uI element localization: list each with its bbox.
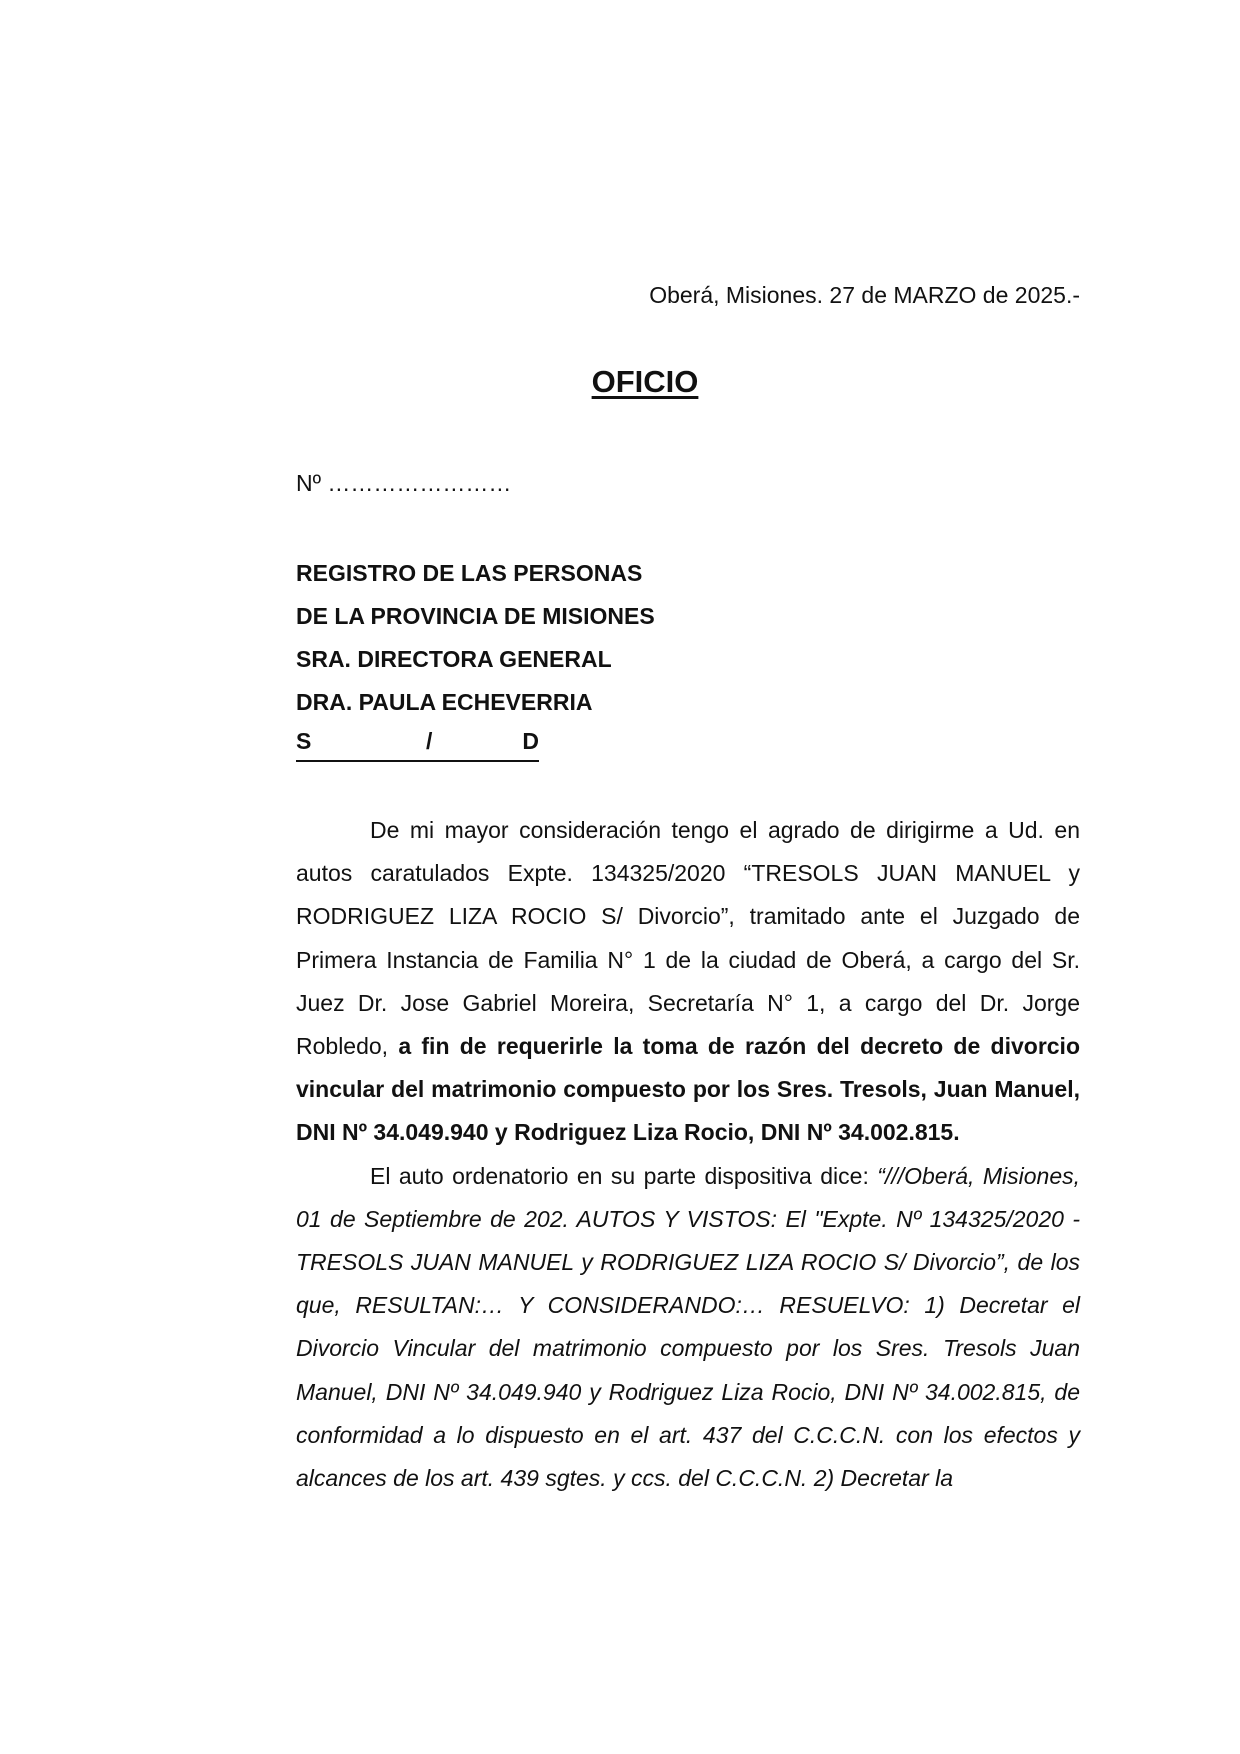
sd-line — [296, 724, 539, 762]
paragraph-1-bold: a fin de requerirle la toma de razón del decreto de divorcio vincular del matrimonio compuesto por los Sres. Tresols, Juan Manuel, DNI Nº 34.049.940 y Rodriguez Liza Rocio, DNI Nº 34.002.815. — [296, 1033, 1080, 1146]
date-line: Oberá, Misiones. 27 de MARZO de 2025.- — [649, 282, 1080, 308]
paragraph-1 — [296, 809, 1080, 1155]
document-title: OFICIO — [591, 364, 699, 399]
recipient-line-3: SRA. DIRECTORA GENERAL — [296, 646, 612, 672]
recipient-line-2: DE LA PROVINCIA DE MISIONES — [296, 603, 655, 629]
sd-s: S — [296, 728, 312, 754]
recipient-line-1: REGISTRO DE LAS PERSONAS — [296, 560, 643, 586]
recipient-block — [296, 552, 655, 762]
oficio-number: Nº …………………… — [296, 470, 512, 496]
sd-d: D — [522, 728, 539, 754]
body-text — [296, 809, 1080, 1500]
recipient-line-4: DRA. PAULA ECHEVERRIA — [296, 689, 593, 715]
paragraph-2 — [296, 1155, 1080, 1501]
paragraph-2-normal: El auto ordenatorio en su parte dispositiva dice: — [370, 1162, 878, 1189]
paragraph-1-normal: De mi mayor consideración tengo el agrado de dirigirme a Ud. en autos caratulados Expte. 134325/2020 “TRESOLS JUAN MANUEL y RODRIGUEZ LIZA ROCIO S/ Divorcio”, tramitado ante el Juzgado de Primera Instancia de Familia N° 1 de la ciudad de Oberá, a cargo del Sr. Juez Dr. Jose Gabriel Moreira, Secretaría N° 1, a cargo del Dr. Jorge Robledo, — [296, 817, 1080, 1060]
sd-slash: / — [426, 728, 433, 754]
paragraph-2-italic: “///Oberá, Misiones, 01 de Septiembre de 202. AUTOS Y VISTOS: El "Expte. Nº 134325/2020 - TRESOLS JUAN MANUEL y RODRIGUEZ LIZA ROCIO S/ Divorcio”, de los que, RESULTAN:… Y CONSIDERANDO:… RESUELVO: 1) Decretar el Divorcio Vincular del matrimonio compuesto por los Sres. Tresols Juan Manuel, DNI Nº 34.049.940 y Rodriguez Liza Rocio, DNI Nº 34.002.815, de conformidad a lo dispuesto en el art. 437 del C.C.C.N. con los efectos y alcances de los art. 439 sgtes. y ccs. del C.C.C.N. 2) Decretar la — [296, 1162, 1080, 1492]
